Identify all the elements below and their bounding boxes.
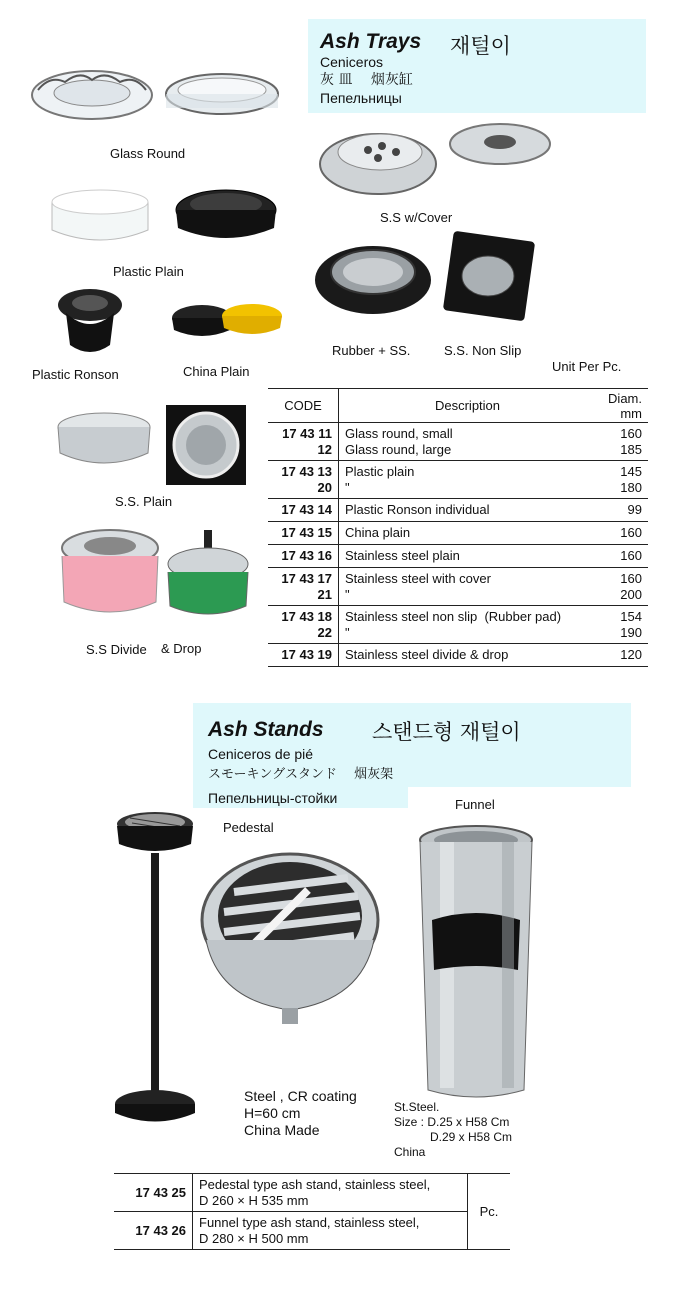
funnel-spec	[394, 1100, 512, 1160]
funnel-spec-line-4: China	[394, 1145, 426, 1159]
funnel-stand-image	[410, 820, 545, 1105]
ash-trays-chinese: 灰 皿 烟灰缸	[320, 72, 413, 88]
caption-plastic-plain: Plastic Plain	[113, 264, 184, 279]
header-diam-label: Diam.	[608, 390, 642, 406]
row-description: Stainless steel with cover "	[339, 568, 597, 606]
pedestal-closeup-image	[198, 840, 383, 1025]
header-diam-unit: mm	[620, 405, 642, 421]
china-plain-image	[170, 298, 285, 343]
ash-trays-spanish: Ceniceros	[320, 54, 384, 70]
ash-trays-title: Ash Trays	[320, 30, 422, 53]
ss-plain-image	[54, 405, 254, 485]
plastic-plain-image	[48, 180, 278, 250]
caption-unit-note: Unit Per Pc.	[552, 359, 622, 374]
row-description: Glass round, small Glass round, large	[339, 423, 597, 461]
row-diam: 160 200	[596, 568, 648, 606]
row-code: 17 43 19	[268, 644, 339, 667]
row-diam: 145 180	[596, 461, 648, 499]
row-diam: 99	[596, 499, 648, 522]
table-row	[268, 499, 648, 522]
row-code: 17 43 18 22	[268, 606, 339, 644]
table-row	[268, 568, 648, 606]
row-description: China plain	[339, 522, 597, 545]
row-diam: 120	[596, 644, 648, 667]
table-row	[268, 423, 648, 461]
header-description: Description	[339, 389, 597, 423]
plastic-ronson-image	[48, 285, 138, 360]
ash-trays-table-body	[268, 423, 648, 667]
ash-trays-table	[268, 388, 648, 667]
row-code: 17 43 15	[268, 522, 339, 545]
row-code: 17 43 17 21	[268, 568, 339, 606]
table-row	[114, 1174, 510, 1212]
caption-glass-round: Glass Round	[110, 146, 186, 161]
stand-desc-1: Pedestal type ash stand, stainless steel, D 260 × H 535 mm	[193, 1174, 468, 1212]
ash-stands-title: Ash Stands	[208, 718, 324, 741]
row-code: 17 43 13 20	[268, 461, 339, 499]
ash-stands-russian: Пепельницы-стойки	[208, 790, 338, 806]
table-row	[268, 545, 648, 568]
row-code: 17 43 11 12	[268, 423, 339, 461]
table-row	[268, 522, 648, 545]
pedestal-spec-line-2: H=60 cm	[244, 1105, 301, 1121]
row-diam: 154 190	[596, 606, 648, 644]
table-row	[268, 461, 648, 499]
funnel-spec-line-1: St.Steel.	[394, 1100, 440, 1114]
caption-pedestal: Pedestal	[223, 820, 274, 835]
stand-code-1: 17 43 25	[114, 1174, 193, 1212]
stand-code-2: 17 43 26	[114, 1212, 193, 1250]
ash-stands-spanish: Ceniceros de pié	[208, 746, 314, 762]
row-diam: 160	[596, 522, 648, 545]
ash-trays-title-korean: 재털이	[450, 34, 511, 58]
row-diam: 160	[596, 545, 648, 568]
table-row	[268, 644, 648, 667]
glass-round-image	[30, 60, 290, 140]
ash-stands-table	[114, 1173, 510, 1250]
pedestal-spec-line-1: Steel , CR coating	[244, 1088, 357, 1104]
table-row	[268, 606, 648, 644]
row-code: 17 43 14	[268, 499, 339, 522]
caption-china-plain: China Plain	[183, 364, 250, 379]
header-diam	[596, 389, 648, 423]
ash-stands-japanese: スモーキングスタンド 烟灰架	[208, 767, 394, 782]
table-header-row	[268, 389, 648, 423]
row-description: Plastic plain "	[339, 461, 597, 499]
table-row	[114, 1212, 510, 1250]
row-description: Stainless steel divide & drop	[339, 644, 597, 667]
pedestal-spec-line-3: China Made	[244, 1122, 320, 1138]
row-diam: 160 185	[596, 423, 648, 461]
stand-unit: Pc.	[468, 1174, 511, 1250]
stand-desc-2: Funnel type ash stand, stainless steel, D 280 × H 500 mm	[193, 1212, 468, 1250]
row-description: Stainless steel non slip (Rubber pad) "	[339, 606, 597, 644]
caption-drop: & Drop	[161, 641, 202, 656]
header-code: CODE	[268, 389, 339, 423]
funnel-spec-line-2: Size : D.25 x H58 Cm	[394, 1115, 510, 1129]
ash-trays-russian: Пепельницы	[320, 90, 402, 106]
row-code: 17 43 16	[268, 545, 339, 568]
caption-rubber-ss: Rubber + SS.	[332, 343, 411, 358]
funnel-spec-line-3: D.29 x H58 Cm	[430, 1130, 513, 1144]
ash-stands-title-korean: 스탠드형 재털이	[372, 720, 521, 744]
caption-ss-plain: S.S. Plain	[115, 494, 173, 509]
rubber-ss-image	[308, 230, 548, 320]
caption-funnel: Funnel	[455, 797, 495, 812]
pedestal-spec	[244, 1088, 357, 1139]
caption-ss-cover: S.S w/Cover	[380, 210, 453, 225]
row-description: Plastic Ronson individual	[339, 499, 597, 522]
caption-ss-non-slip: S.S. Non Slip	[444, 343, 522, 358]
ss-cover-image	[308, 122, 628, 202]
pedestal-stand-image	[110, 808, 200, 1128]
row-description: Stainless steel plain	[339, 545, 597, 568]
caption-plastic-ronson: Plastic Ronson	[32, 367, 119, 382]
caption-ss-divide: S.S Divide	[86, 642, 147, 657]
ss-divide-drop-image	[58, 522, 268, 622]
